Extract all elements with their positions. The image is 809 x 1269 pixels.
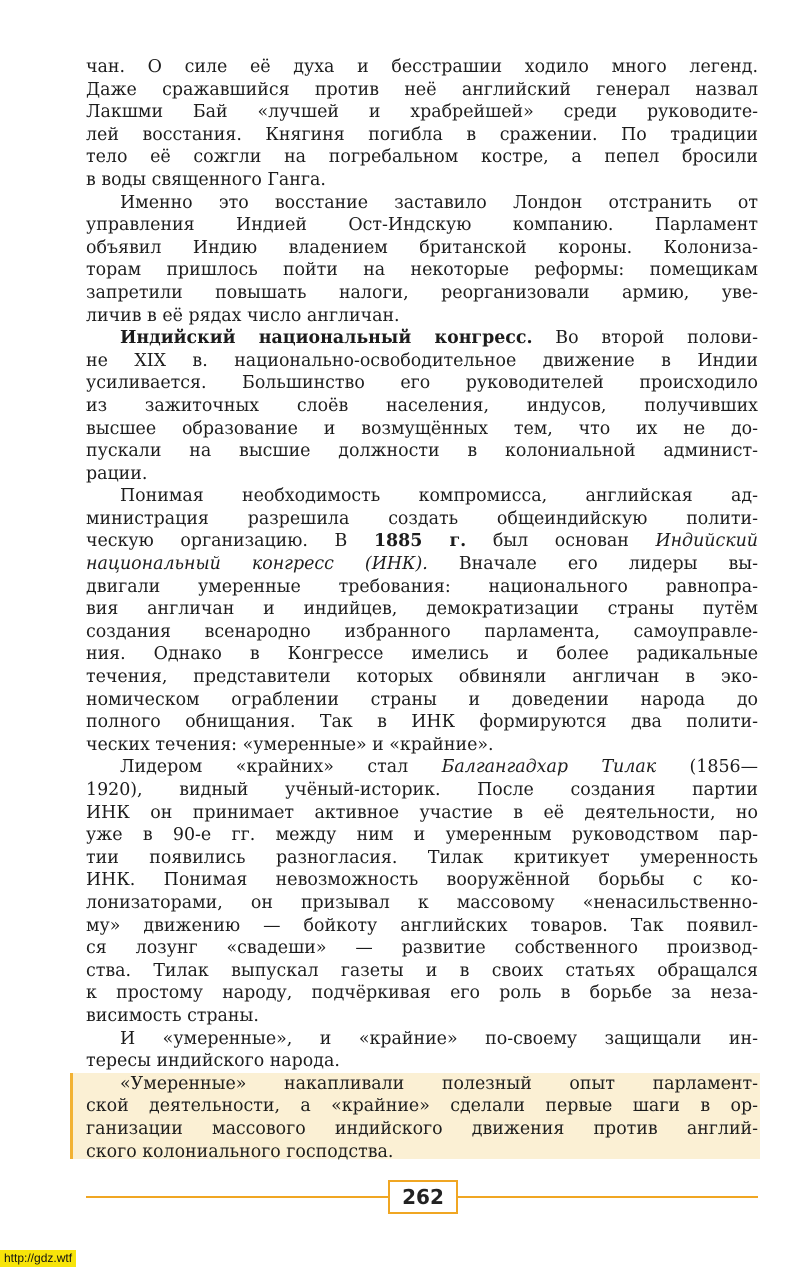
text-line: [86, 689, 758, 712]
text-run: объявил Индию владением британской короны. Колониза-: [86, 237, 758, 258]
text-run: ся лозунг «свадеши» — развитие собственного производ-: [86, 938, 758, 959]
text-line: [86, 847, 758, 870]
text-line: [86, 282, 758, 305]
text-run: двигали умеренные требования: национального равнопра-: [86, 576, 758, 597]
text-run: Именно это восстание заставило Лондон отстранить от: [120, 192, 758, 213]
text-line: [86, 869, 758, 892]
text-line: [86, 237, 758, 260]
text-run: полного обнищания. Так в ИНК формируются два полити-: [86, 712, 758, 733]
text-line: [86, 463, 758, 486]
text-run: (1856—: [656, 757, 758, 778]
text-run: пускали на высшие должности в колониальной админист-: [86, 441, 758, 462]
text-line: [86, 372, 758, 395]
text-run: Во второй полови-: [532, 328, 758, 349]
highlight-bar: [70, 1073, 73, 1159]
text-line: [86, 802, 758, 825]
text-line: [86, 576, 758, 599]
text-line: [86, 711, 758, 734]
text-line: [86, 1095, 758, 1118]
text-line: [86, 666, 758, 689]
text-run: ства. Тилак выпускал газеты и в своих статьях обращался: [86, 960, 758, 981]
bold-text: Индийский национальный конгресс.: [120, 328, 533, 349]
text-line: [86, 1050, 758, 1073]
text-run: из зажиточных слоёв населения, индусов, получивших: [86, 395, 758, 416]
text-run: Вначале его лидеры вы-: [427, 554, 758, 575]
watermark-link[interactable]: http://gdz.wtf: [0, 1250, 76, 1267]
text-line: [86, 960, 758, 983]
text-line: [86, 1118, 758, 1141]
text-line: [86, 643, 758, 666]
text-run: ской деятельности, а «крайние» сделали первые шаги в ор-: [86, 1096, 758, 1117]
text-line: [86, 214, 758, 237]
text-run: ИНК. Понимая невозможность вооружённой борьбы с ко-: [86, 870, 758, 891]
text-run: запретили повышать налоги, реорганизовали армию, уве-: [86, 282, 758, 303]
text-line: [86, 937, 758, 960]
text-line: [86, 824, 758, 847]
text-line: [86, 146, 758, 169]
text-run: управления Индией Ост-Индскую компанию. Парламент: [86, 215, 758, 236]
text-line: [86, 982, 758, 1005]
text-run: ганизации массового индийского движения против англий-: [86, 1118, 758, 1139]
text-run: тии появились разногласия. Тилак критикует умеренность: [86, 847, 758, 868]
text-run: Понимая необходимость компромисса, английская ад-: [120, 486, 758, 507]
text-line: [86, 56, 758, 79]
italic-text: Балгангадхар Тилак: [441, 757, 657, 778]
text-line: [86, 485, 758, 508]
text-run: ния. Однако в Конгрессе имелись и более радикальные: [86, 644, 758, 665]
text-run: висимость страны.: [86, 1005, 259, 1026]
text-line: [86, 350, 758, 373]
text-run: усиливается. Большинство его руководителей происходило: [86, 373, 758, 394]
text-line: [86, 124, 758, 147]
text-run: тело её сожгли на погребальном костре, а пепел бросили: [86, 147, 758, 168]
text-line: [86, 192, 758, 215]
text-run: ского колониального господства.: [86, 1141, 394, 1162]
text-line: [86, 1073, 758, 1096]
text-run: личив в её рядах число англичан.: [86, 305, 400, 326]
text-run: И «умеренные», и «крайние» по-своему защищали ин-: [120, 1028, 758, 1049]
text-run: уже в 90-е гг. между ним и умеренным руководством пар-: [86, 825, 758, 846]
footer-rule-right: [458, 1196, 758, 1198]
text-run: 1920), видный учёный-историк. После создания партии: [86, 780, 758, 800]
text-line: [86, 440, 758, 463]
text-line: [86, 305, 758, 328]
text-run: создания всенародно избранного парламента, самоуправле-: [86, 621, 758, 642]
text-run: лонизаторами, он призывал к массовому «ненасильственно-: [86, 892, 758, 913]
page-number: 262: [388, 1180, 458, 1214]
text-run: тересы индийского народа.: [86, 1051, 340, 1072]
text-run: «Умеренные» накапливали полезный опыт парламент-: [120, 1073, 758, 1094]
text-run: рации.: [86, 463, 148, 484]
text-line: [86, 101, 758, 124]
text-run: ческих течения: «умеренные» и «крайние».: [86, 734, 494, 755]
text-line: [86, 327, 758, 350]
text-run: чан. О силе её духа и бесстрашии ходило много легенд.: [86, 57, 758, 77]
text-run: ИНК он принимает активное участие в её деятельности, но: [86, 802, 758, 823]
text-run: в воды священного Ганга.: [86, 169, 326, 190]
text-run: номическом ограблении страны и доведении народа до: [86, 689, 758, 710]
text-line: [86, 169, 758, 192]
text-line: [86, 779, 758, 802]
text-line: [86, 259, 758, 282]
text-line: [86, 508, 758, 531]
text-run: торам пришлось пойти на некоторые реформы: помещикам: [86, 260, 758, 281]
text-line: [86, 418, 758, 441]
text-run: к простому народу, подчёркивая его роль в борьбе за неза-: [86, 983, 758, 1004]
text-line: [86, 1005, 758, 1028]
text-run: Лидером «крайних» стал: [120, 757, 442, 778]
text-run: Даже сражавшийся против неё английский генерал назвал: [86, 79, 758, 100]
text-line: [86, 892, 758, 915]
text-run: министрация разрешила создать общеиндийскую полити-: [86, 508, 758, 529]
text-run: был основан: [466, 531, 656, 552]
text-run: высшее образование и возмущённых тем, что их не до-: [86, 418, 758, 439]
text-line: [86, 1141, 758, 1164]
italic-text: национальный конгресс (ИНК).: [86, 554, 428, 575]
text-line: [86, 395, 758, 418]
text-line: [86, 756, 758, 779]
italic-text: Индийский: [655, 531, 758, 552]
text-run: вия англичан и индийцев, демократизации страны путём: [86, 599, 758, 620]
text-line: [86, 79, 758, 102]
text-run: не XIX в. национально-освободительное движение в Индии: [86, 350, 758, 371]
bold-text: 1885 г.: [373, 531, 467, 552]
footer-rule-left: [86, 1196, 388, 1198]
text-line: [86, 1028, 758, 1051]
text-line: [86, 734, 758, 757]
text-line: [86, 621, 758, 644]
text-run: лей восстания. Княгиня погибла в сражении. По традиции: [86, 124, 758, 145]
text-run: ческую организацию. В: [86, 531, 374, 552]
text-run: Лакшми Бай «лучшей и храбрейшей» среди руководите-: [86, 102, 758, 123]
text-line: [86, 553, 758, 576]
page-body-text: [86, 56, 758, 1163]
text-run: му» движению — бойкоту английских товаров. Так появил-: [86, 915, 758, 936]
text-line: [86, 598, 758, 621]
text-line: [86, 915, 758, 938]
text-line: [86, 530, 758, 553]
text-run: течения, представители которых обвиняли англичан в эко-: [86, 667, 758, 688]
